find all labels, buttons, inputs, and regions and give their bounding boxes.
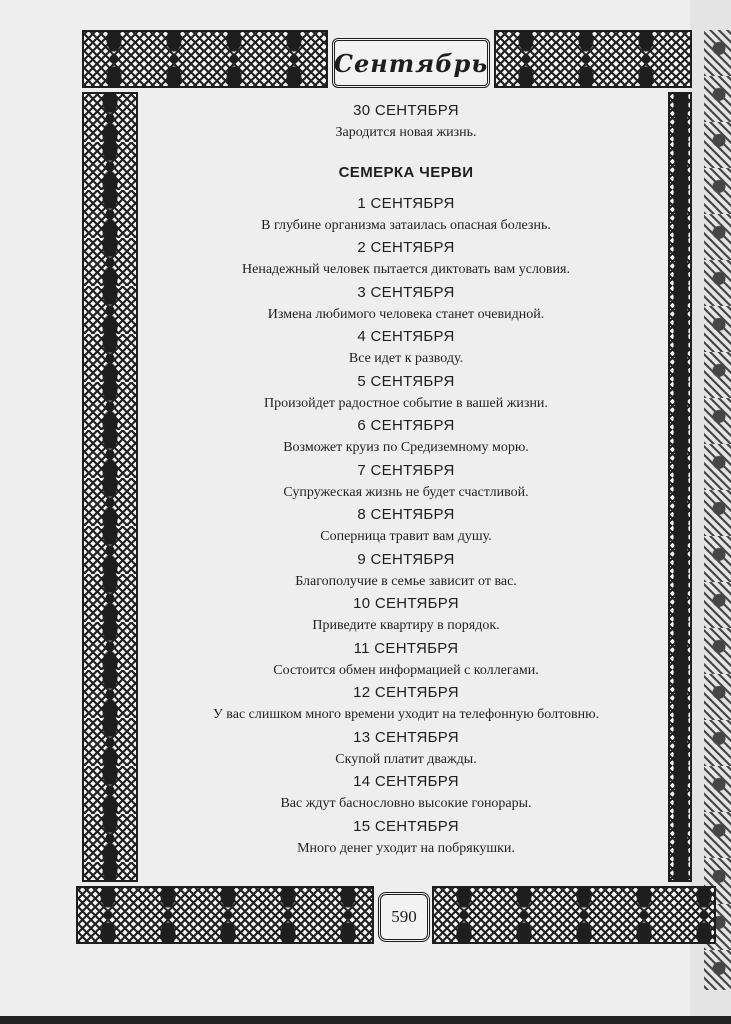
page-content [150,100,662,860]
entry-date: 14 СЕНТЯБРЯ [353,773,459,790]
entry-prediction: Скупой платит дважды. [335,751,477,767]
entry-date: 2 СЕНТЯБРЯ [357,239,455,256]
entry-date: 8 СЕНТЯБРЯ [357,506,455,523]
entry-date: 4 СЕНТЯБРЯ [357,328,455,345]
entry-date: 6 СЕНТЯБРЯ [357,417,455,434]
entry-prediction: У вас слишком много времени уходит на телефонную болтовню. [212,707,600,722]
entry-prediction: Приведите квартиру в порядок. [312,618,500,633]
entry-date: 30 СЕНТЯБРЯ [353,102,459,119]
entry-prediction: Все идет к разводу. [348,351,464,366]
section-title: СЕМЕРКА ЧЕРВИ [338,163,474,181]
entry-prediction: Состоится обмен информацией с коллегами. [273,662,539,678]
book-cover-edge [0,1016,731,1024]
entry-date: 9 СЕНТЯБРЯ [357,550,455,568]
entry-prediction: Вас ждут баснословно высокие гонорары. [280,796,532,811]
ornament-right-column [668,92,692,882]
entry-prediction: Измена любимого человека станет очевидной. [267,306,545,322]
entry-date: 7 СЕНТЯБРЯ [357,461,455,479]
entry-prediction: В глубине организма затаилась опасная болезнь. [261,217,551,233]
entry-date: 15 СЕНТЯБРЯ [353,817,459,835]
ornament-top-left [82,30,328,88]
entry-date: 3 СЕНТЯБРЯ [357,283,455,301]
ornament-bottom-left [76,886,374,944]
entry-prediction: Зародится новая жизнь. [335,125,477,140]
adjacent-page-edge [690,0,731,1024]
page-number: 590 [378,892,430,942]
entry-prediction: Возможет круиз по Средиземному морю. [283,440,529,455]
entry-prediction: Благополучие в семье зависит от вас. [295,573,517,589]
month-header: Сентябрь [332,38,490,88]
entry-date: 1 СЕНТЯБРЯ [357,194,455,212]
entry-date: 10 СЕНТЯБРЯ [353,595,459,612]
ornament-left-column [82,92,138,882]
entry-prediction: Соперница травит вам душу. [320,529,492,544]
entry-prediction: Много денег уходит на побрякушки. [297,840,515,856]
ornament-top-right [494,30,692,88]
entry-date: 13 СЕНТЯБРЯ [353,728,459,746]
entry-date: 12 СЕНТЯБРЯ [353,684,459,701]
entry-prediction: Произойдет радостное событие в вашей жизни. [264,395,548,411]
entry-prediction: Ненадежный человек пытается диктовать вам условия. [242,262,570,277]
entry-date: 11 СЕНТЯБРЯ [353,639,459,657]
entry-prediction: Супружеская жизнь не будет счастливой. [283,484,529,500]
adjacent-ornament [704,30,731,990]
entry-date: 5 СЕНТЯБРЯ [357,372,455,390]
ornament-bottom-right [432,886,716,944]
